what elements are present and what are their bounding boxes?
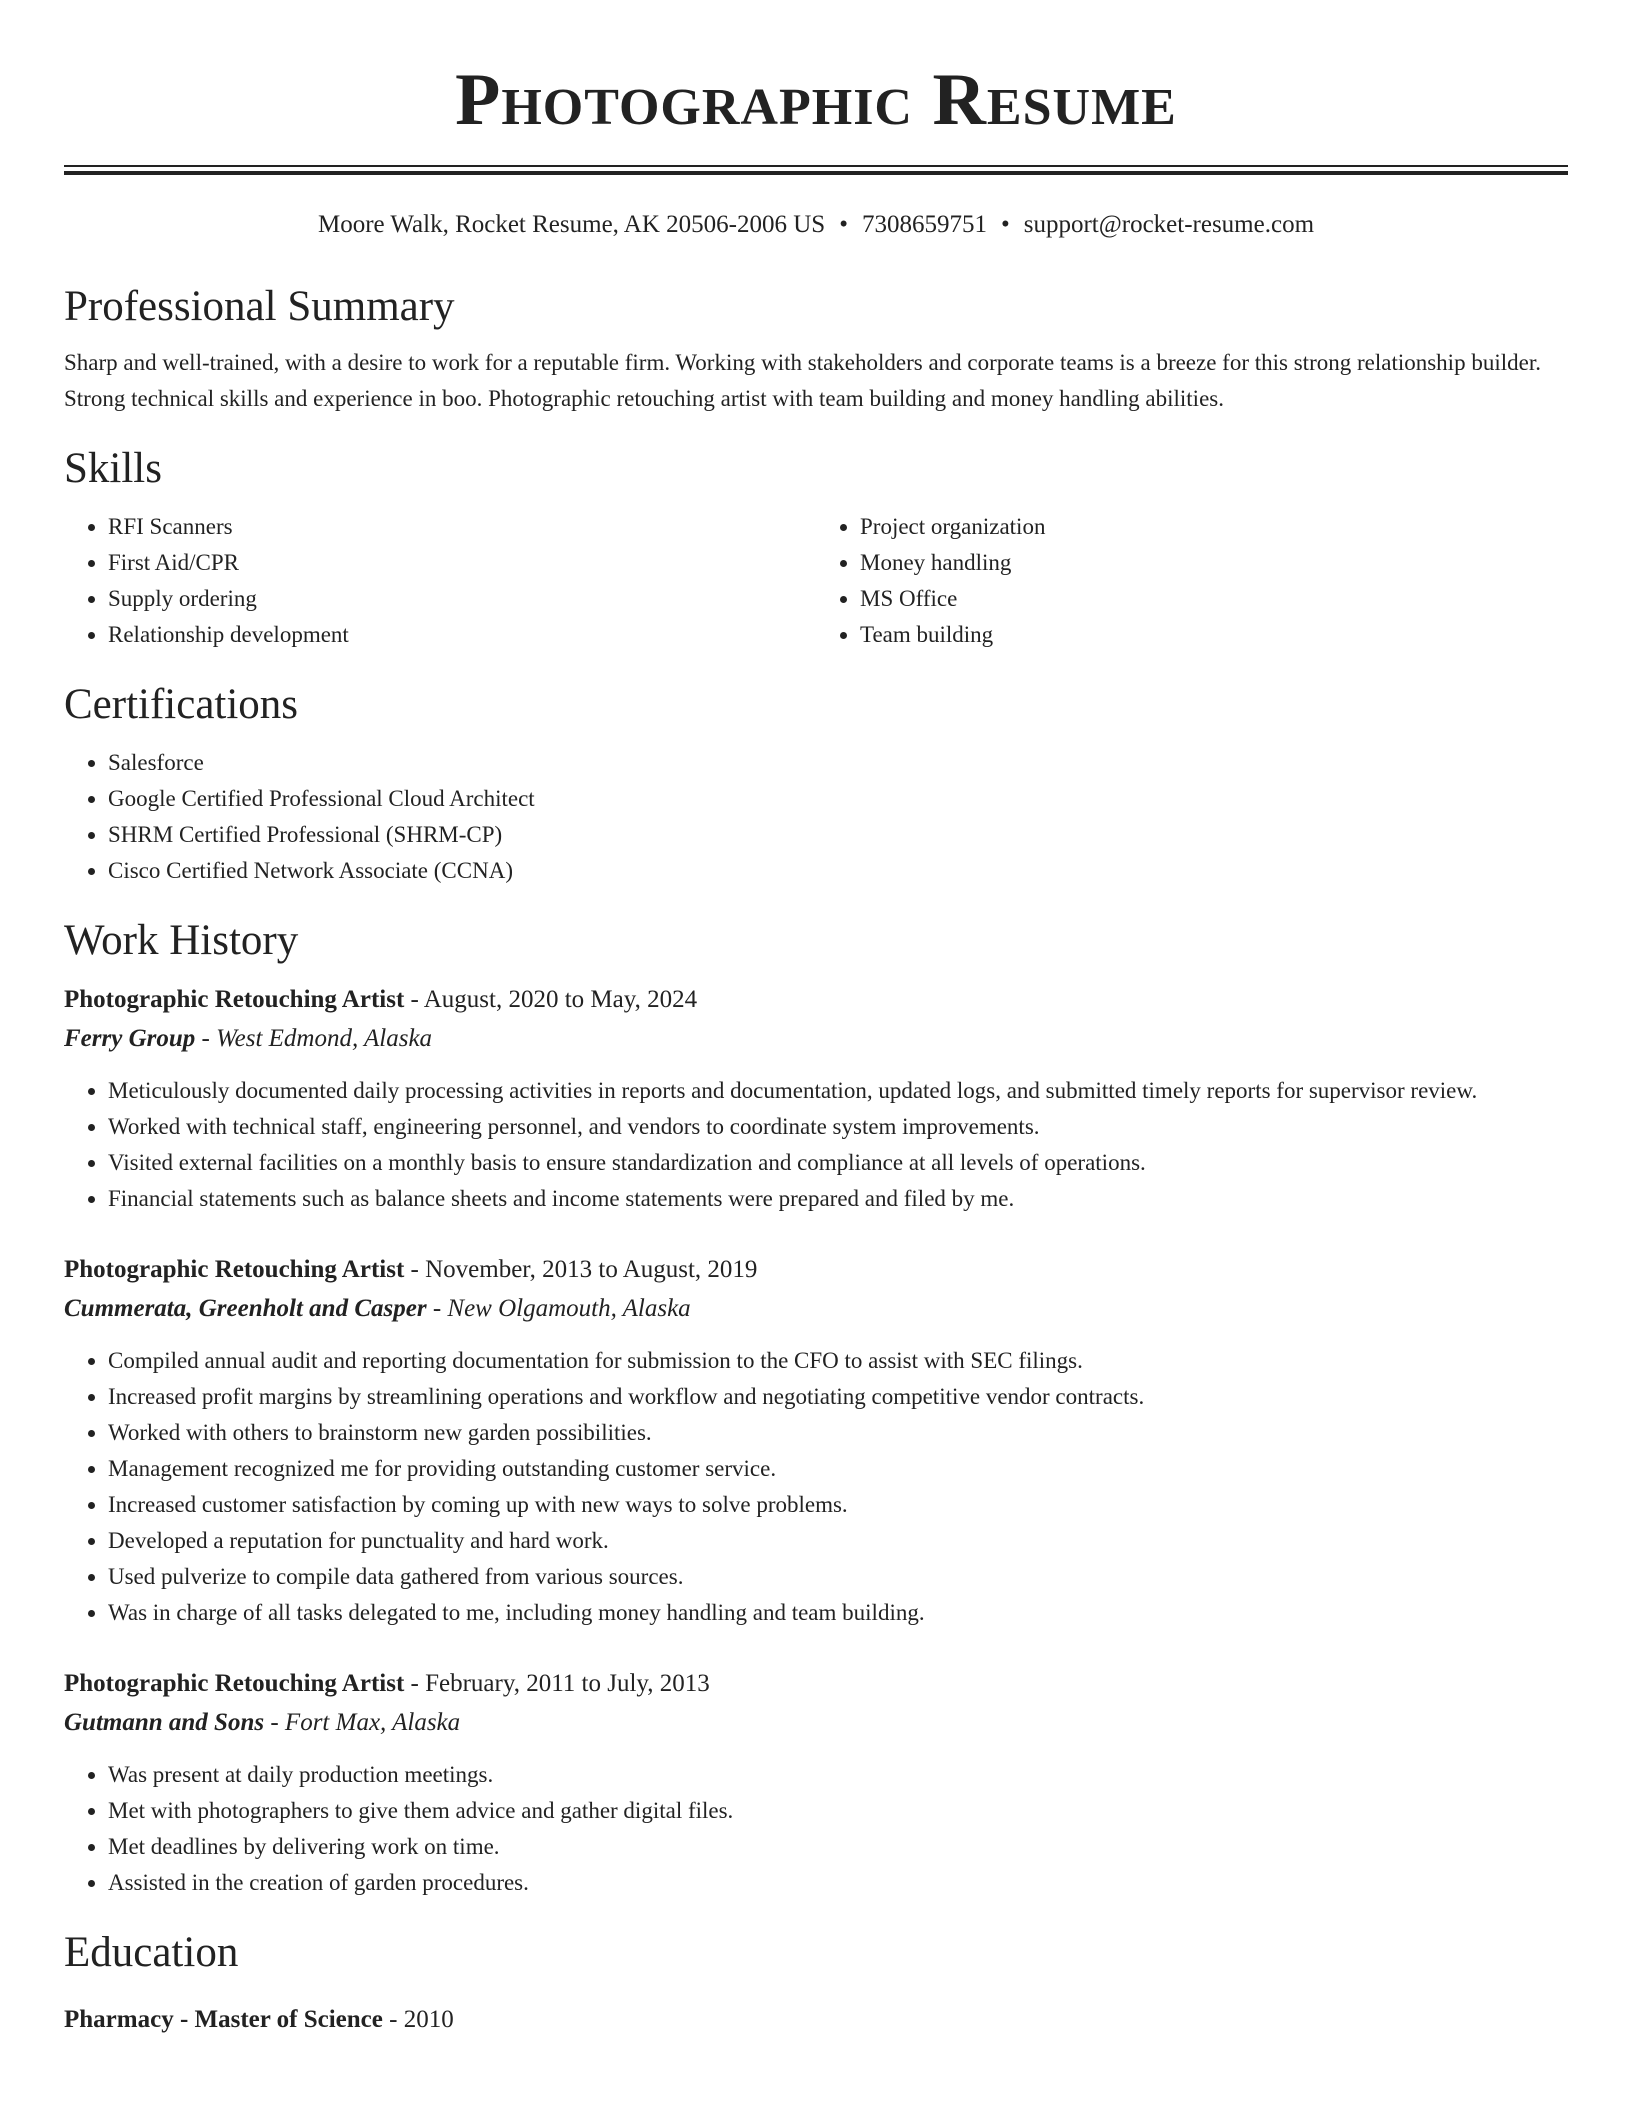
title-divider [64, 165, 1568, 175]
job-dates: - November, 2013 to August, 2019 [404, 1256, 758, 1283]
work-history-heading: Work History [64, 917, 299, 964]
education-heading: Education [64, 1929, 239, 1976]
education-entry [64, 2001, 1568, 2039]
job-bullet: • Met with photographers to give them advice and gather digital files. [108, 1793, 1568, 1829]
contact-address: Moore Walk, Rocket Resume, AK 20506-2006 US [317, 211, 826, 238]
job-bullet: • Financial statements such as balance sheets and income statements were prepared and filed by me. [108, 1181, 1568, 1217]
skill-item: • RFI Scanners [108, 509, 816, 545]
certification-item: • Salesforce [108, 745, 1568, 781]
job-location: - Fort Max, Alaska [264, 1709, 461, 1736]
job-bullet: • Visited external facilities on a monthly basis to ensure standardization and compliance at all levels of operations. [108, 1145, 1568, 1181]
job-bullet: • Increased customer satisfaction by coming up with new ways to solve problems. [108, 1487, 1568, 1523]
summary-heading: Professional Summary [64, 283, 455, 330]
job-bullet: • Compiled annual audit and reporting documentation for submission to the CFO to assist with SEC filings. [108, 1343, 1568, 1379]
summary-text: Sharp and well-trained, with a desire to work for a reputable firm. Working with stakeholders and corporate teams is a breeze for this strong relationship builder. Strong technical skills and experience in boo. Photographic retouching artist with team building and money handling abilities. [64, 350, 1541, 411]
job-bullet: • Was present at daily production meetings. [108, 1757, 1568, 1793]
job-title-line [64, 1251, 1568, 1289]
certification-item: • Cisco Certified Network Associate (CCNA) [108, 853, 1568, 889]
job-entry [64, 1251, 1568, 1631]
contact-phone: 7308659751 [861, 211, 987, 238]
skills-left-list [64, 509, 816, 653]
skill-item: • Project organization [860, 509, 1568, 545]
job-title: Photographic Retouching Artist [64, 1670, 405, 1697]
job-company: Gutmann and Sons [64, 1709, 265, 1736]
job-company-line [64, 1019, 1568, 1059]
job-title: Photographic Retouching Artist [64, 986, 405, 1013]
job-bullets [64, 1343, 1568, 1631]
job-bullet: • Used pulverize to compile data gathered from various sources. [108, 1559, 1568, 1595]
contact-separator: • [1000, 211, 1010, 238]
job-company-line [64, 1289, 1568, 1329]
contact-email: support@rocket-resume.com [1023, 211, 1315, 238]
job-company-line [64, 1703, 1568, 1743]
job-dates: - February, 2011 to July, 2013 [404, 1670, 710, 1697]
job-location: - New Olgamouth, Alaska [426, 1295, 691, 1322]
skill-item: • Money handling [860, 545, 1568, 581]
education-year: - 2010 [382, 2006, 454, 2033]
job-bullets [64, 1757, 1568, 1901]
skill-item: • Relationship development [108, 617, 816, 653]
job-dates: - August, 2020 to May, 2024 [404, 986, 698, 1013]
certification-item: • SHRM Certified Professional (SHRM-CP) [108, 817, 1568, 853]
job-title-line [64, 1665, 1568, 1703]
job-bullet: • Was in charge of all tasks delegated to me, including money handling and team building. [108, 1595, 1568, 1631]
job-company: Cummerata, Greenholt and Casper [64, 1295, 427, 1322]
job-bullet: • Met deadlines by delivering work on time. [108, 1829, 1568, 1865]
job-title-line [64, 981, 1568, 1019]
skills-columns [64, 509, 1568, 653]
skills-heading: Skills [64, 445, 162, 492]
job-bullet: • Worked with others to brainstorm new garden possibilities. [108, 1415, 1568, 1451]
skill-item: • MS Office [860, 581, 1568, 617]
contact-separator: • [839, 211, 848, 238]
certification-item: • Google Certified Professional Cloud Architect [108, 781, 1568, 817]
job-bullet: • Developed a reputation for punctuality and hard work. [108, 1523, 1568, 1559]
job-bullet: • Increased profit margins by streamlining operations and workflow and negotiating competitive vendor contracts. [108, 1379, 1568, 1415]
skill-item: • Supply ordering [108, 581, 816, 617]
skills-right-list [816, 509, 1568, 653]
certifications-heading: Certifications [64, 681, 299, 728]
skill-item: • Team building [860, 617, 1568, 653]
job-bullets [64, 1073, 1568, 1217]
job-bullet: • Management recognized me for providing outstanding customer service. [108, 1451, 1568, 1487]
job-location: - West Edmond, Alaska [195, 1025, 433, 1052]
job-company: Ferry Group [64, 1025, 196, 1052]
job-bullet: • Meticulously documented daily processing activities in reports and documentation, updated logs, and submitted timely reports for supervisor review. [108, 1073, 1568, 1109]
resume-title: Photographic Resume [455, 59, 1177, 141]
job-bullet: • Worked with technical staff, engineering personnel, and vendors to coordinate system improvements. [108, 1109, 1568, 1145]
job-bullet: • Assisted in the creation of garden procedures. [108, 1865, 1568, 1901]
job-title: Photographic Retouching Artist [64, 1256, 405, 1283]
skill-item: • First Aid/CPR [108, 545, 816, 581]
education-degree: Pharmacy - Master of Science [64, 2006, 383, 2033]
contact-line [64, 209, 1568, 241]
job-entry [64, 981, 1568, 1217]
job-entry [64, 1665, 1568, 1901]
certifications-list [64, 745, 1568, 889]
